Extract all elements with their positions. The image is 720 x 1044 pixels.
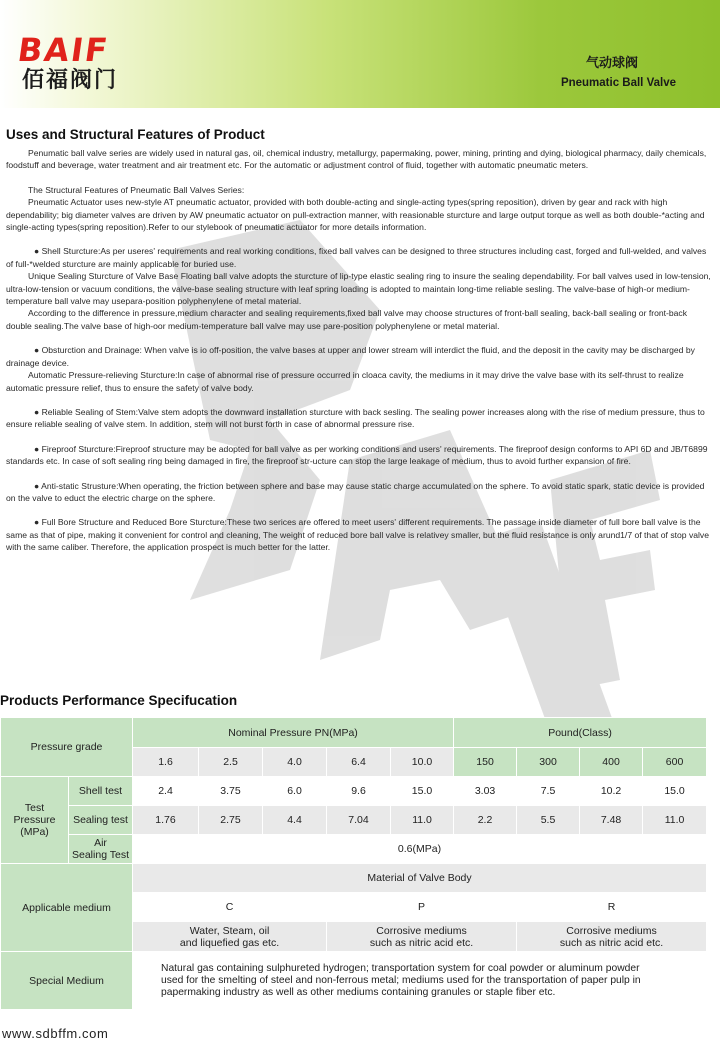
page-header — [0, 0, 720, 108]
pressure-difference-paragraph: According to the difference in pressure,medium character and sealing requirements,fixed ball valve may choose structures of front-ball sealing, back-ball sealing or front-back double sealing.The valve base of high-oor medium-temperature ball valve may use pare-position polyphenylene or metal material. — [6, 308, 688, 331]
sealing-test-value: 5.5 — [517, 806, 580, 835]
sealing-test-value: 2.2 — [454, 806, 517, 835]
nominal-pressure-header: Nominal Pressure PN(MPa) — [133, 718, 454, 748]
pressure-relieving-paragraph: Automatic Pressure-relieving Sturcture:In case of abnormal rise of pressure occurred in cloaca cavity, the mediums in it may drive the valve base with its self-thrust to realize automatic pressure relief, thus to ensure the safety of valve body. — [6, 370, 684, 393]
special-medium-label: Special Medium — [1, 952, 133, 1010]
medium-c — [133, 922, 327, 952]
sealing-test-label: Sealing test — [69, 806, 133, 835]
material-header: Material of Valve Body — [133, 864, 707, 893]
shell-test-value: 3.03 — [454, 777, 517, 806]
shell-test-value: 7.5 — [517, 777, 580, 806]
features-heading: The Structural Features of Pneumatic Ball Valves Series: — [28, 184, 245, 195]
medium-c-line-1: Water, Steam, oil — [189, 924, 270, 937]
sealing-test-value: 1.76 — [133, 806, 199, 835]
stem-sealing-paragraph: ● Reliable Sealing of Stem:Valve stem adopts the downward installation sturcture with back sesling. The sealing power increases along with the rise of medium pressure, thus to ensure reliable sealing of valve stem. In addition, stem will not burst forth in case of abnormal pressure rise. — [6, 406, 705, 430]
air-sealing-test-value: 0.6(MPa) — [133, 835, 707, 864]
test-pressure-label: Test Pressure (MPa) — [1, 777, 69, 864]
special-medium-text — [133, 952, 707, 1010]
class-value: 300 — [517, 748, 580, 777]
special-medium-line-2: used for the smelting of steel and non-ferrous metal; mediums used for the transportation of paper pulp in — [161, 974, 641, 986]
sealing-test-value: 2.75 — [199, 806, 263, 835]
shell-structure-paragraph: ● Shell Sturcture:As per useres' requirements and real working conditions, fixed ball valves can be designed to three structures including cast, forged and full-welded, and valves of full-*welded sturcture are mainly applicable for buried use. — [6, 246, 707, 269]
pn-value: 1.6 — [133, 748, 199, 777]
shell-test-value: 3.75 — [199, 777, 263, 806]
shell-test-value: 9.6 — [327, 777, 391, 806]
bore-structure-paragraph: ● Full Bore Structure and Reduced Bore Sturcture:These two serices are offered to meet users' different requirements. The passage inside diameter of full bore ball valve is the same as that of pipe, making it convenient for control and cleaning, The weight of reduced bore ball valve is relativey smaller, but the fluid resistance is only arund1/7 of that of stop valve with the same caliber. Therefore, the application prospect is much better for the latter. — [6, 517, 710, 553]
intro-paragraph: Penumatic ball valve series are widely used in natural gas, oil, chemical industry, metallurgy, papermaking, power, mining, printing and dying, biological pharmacy, daily chemicals, foodstuff and beverage, water treatment and air treatment etc. For the automatic or adjustment control of fluid, together with automatic pneumatic meters. — [6, 148, 707, 171]
sealing-test-value: 4.4 — [263, 806, 327, 835]
medium-p — [327, 922, 517, 952]
shell-test-label: Shell test — [69, 777, 133, 806]
pressure-grade-label: Pressure grade — [1, 718, 133, 777]
obstruction-drainage-paragraph: ● Obsturction and Drainage: When valve is io off-position, the valve bases at upper and lower stream will interdict the fluid, and the deposit in the cavity may be discharged by drainage device. — [6, 345, 695, 368]
pn-value: 4.0 — [263, 748, 327, 777]
medium-r-line-1: Corrosive mediums — [566, 924, 657, 937]
air-test-line-1: Air — [94, 837, 107, 849]
medium-r — [517, 922, 707, 952]
logo-latin-text: BAIF — [15, 31, 112, 69]
sealing-test-value: 11.0 — [391, 806, 454, 835]
performance-spec-table — [0, 717, 707, 1010]
features-section — [6, 127, 714, 554]
pn-value: 2.5 — [199, 748, 263, 777]
sealing-test-value: 7.48 — [580, 806, 643, 835]
special-medium-line-3: papermaking industry as well as other mediums containing granules or staple fiber etc. — [161, 986, 556, 998]
sealing-test-value: 7.04 — [327, 806, 391, 835]
website-url: www.sdbffm.com — [2, 1026, 109, 1041]
spec-title: Products Performance Specifucation — [0, 693, 238, 708]
antistatic-paragraph: ● Anti-static Strusture:When operating, the friction between sphere and base may cause static charge accumulated on the sphere. To avoid static spark, static device is provided on the valve to educt the electric charge on the sphere. — [6, 480, 705, 503]
logo-chinese-text: 佰福阀门 — [22, 68, 119, 93]
medium-p-line-1: Corrosive mediums — [376, 924, 467, 937]
fireproof-paragraph: ● Fireproof Sturcture:Fireproof structure may be adopted for ball valve as per working conditions and users' requirements. The fireproof design conforms to API 6D and JB/T6899 standards etc. In case of soft sealing ring being damaged in fire, the fireproof str-ucture can stop the large leakage of medium, thus to avoid further expansion of fire. — [6, 443, 708, 467]
class-value: 150 — [454, 748, 517, 777]
brand-logo — [15, 31, 148, 104]
shell-test-value: 10.2 — [580, 777, 643, 806]
class-value: 600 — [643, 748, 707, 777]
sealing-test-value: 11.0 — [643, 806, 707, 835]
features-title: Uses and Structural Features of Product — [6, 127, 265, 142]
applicable-medium-label: Applicable medium — [1, 864, 133, 952]
class-value: 400 — [580, 748, 643, 777]
air-sealing-test-label — [69, 835, 133, 864]
special-medium-line-1: Natural gas containing sulphureted hydrogen; transportation system for coal powder or aluminum powder — [161, 962, 640, 974]
pn-value: 6.4 — [327, 748, 391, 777]
material-code-r: R — [517, 893, 707, 922]
product-name — [561, 52, 676, 89]
medium-c-line-2: and liquefied gas etc. — [179, 936, 280, 949]
medium-r-line-2: such as nitric acid etc. — [559, 936, 664, 949]
material-code-p: P — [327, 893, 517, 922]
actuator-paragraph: Pneumatic Actuator uses new-style AT pneumatic actuator, provided with both double-acting and single-acting types(spring reposition), driven by gear and rack with high dependability; big diameter valves are driven by AW pneumatic actuator on pull-extraction manner, with reasionable sturcture and large output torque as well as both double-*acting and single-acting types(spring reposition).Refer to our stylebook of pneumatic actuator for more details information. — [6, 197, 705, 233]
air-test-line-2: Sealing Test — [72, 849, 130, 861]
shell-test-value: 15.0 — [391, 777, 454, 806]
product-name-en: Pneumatic Ball Valve — [560, 77, 676, 89]
pn-value: 10.0 — [391, 748, 454, 777]
medium-p-line-2: such as nitric acid etc. — [369, 936, 474, 949]
product-name-cn: 气动球阀 — [585, 56, 638, 71]
pound-class-header: Pound(Class) — [454, 718, 707, 748]
shell-test-value: 6.0 — [263, 777, 327, 806]
shell-test-value: 2.4 — [133, 777, 199, 806]
shell-test-value: 15.0 — [643, 777, 707, 806]
valve-base-sealing-paragraph: Unique Sealing Sturcture of Valve Base Floating ball valve adopts the sturcture of lip-type elastic sealing ring to insure the sealing dependability. For ball valves used in low-tension, ultra-low-tension or vacuum conditions, the valve-base sealing structure with leaf spring loading is adopted to maintain long-time reliable sesling. The valve-base of high-or medium-temperature ball valve may usepara-position polyphenylene of metal material. — [6, 271, 711, 307]
material-code-c: C — [133, 893, 327, 922]
